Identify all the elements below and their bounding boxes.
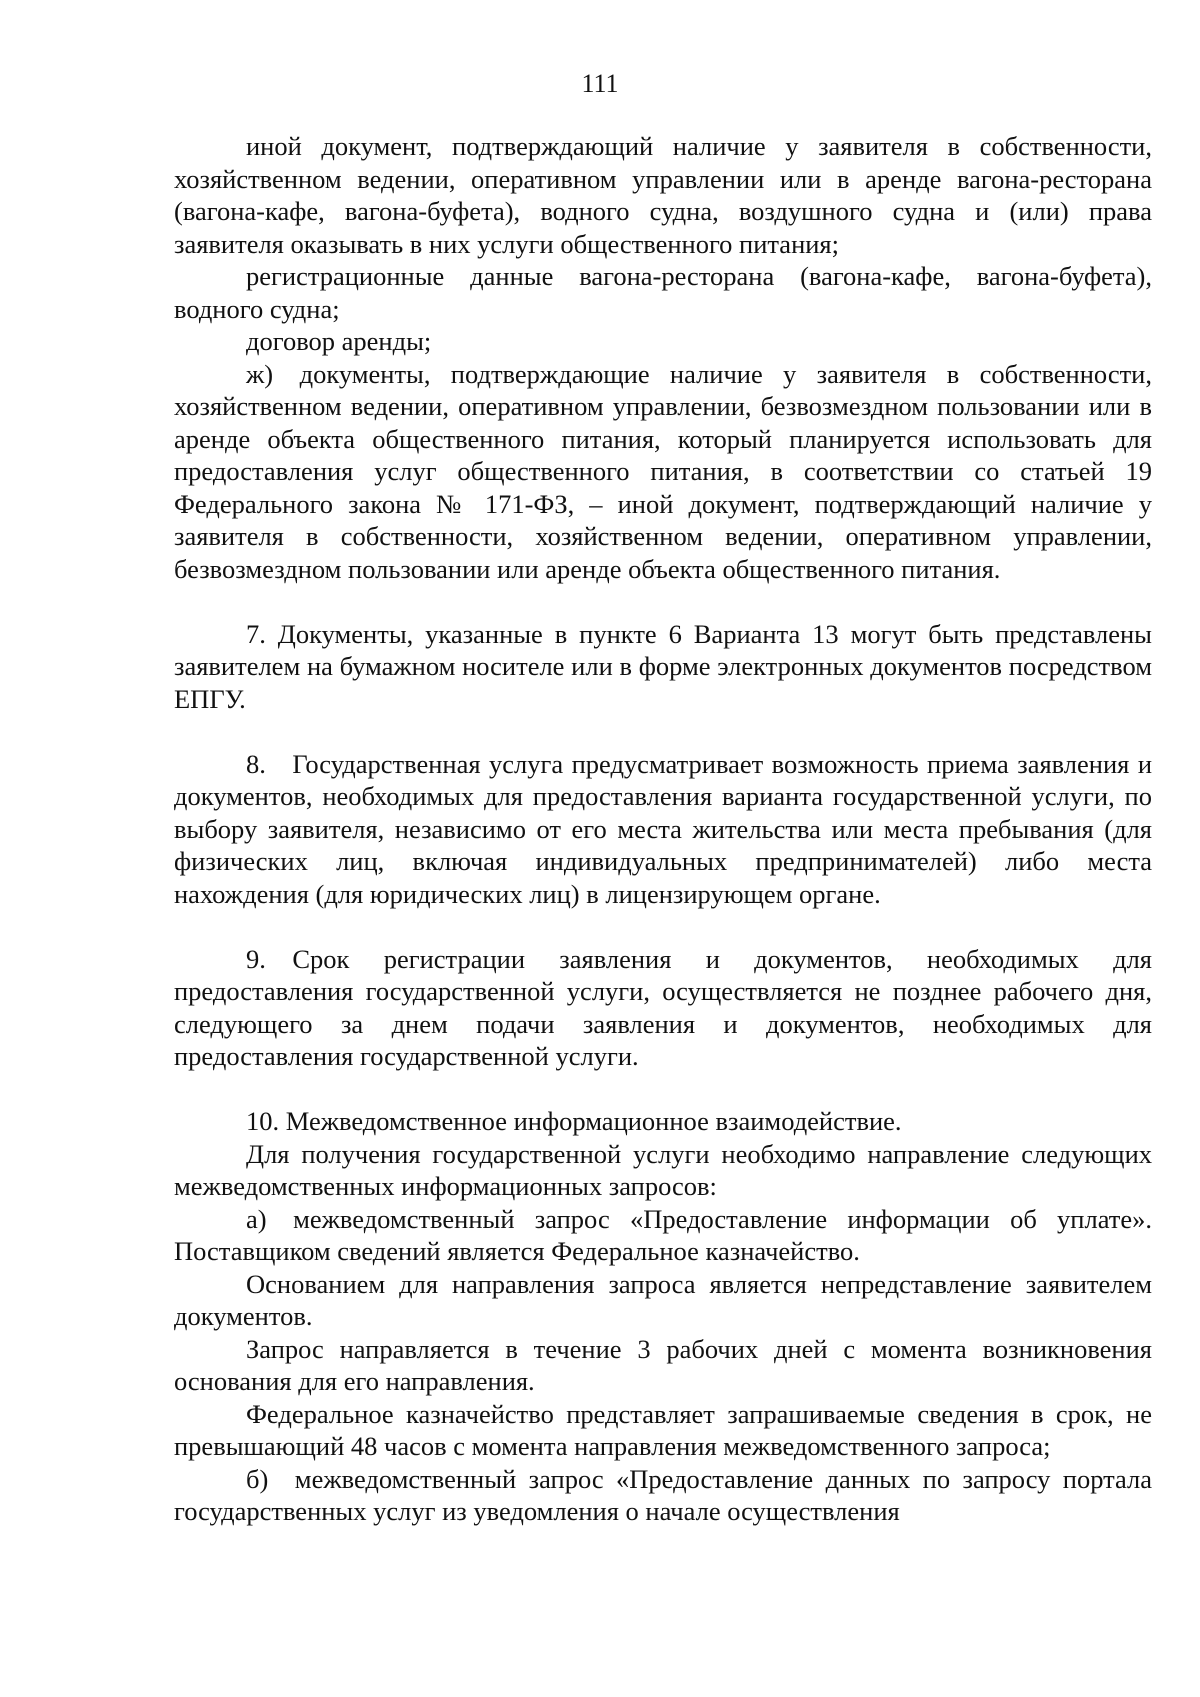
paragraph: иной документ, подтверждающий наличие у заявителя в собственности, хозяйственном ведении, оперативном управлении или в аренде вагона-ресторана (вагона-кафе, вагона-буфета), водного судна, воздушного судна и (или) права заявителя оказывать в них услуги общественного питания; xyxy=(174,131,1152,259)
paragraph: договор аренды; xyxy=(246,326,432,356)
paragraph: 9. Срок регистрации заявления и документов, необходимых для предоставления государственной услуги, осуществляется не позднее рабочего дня, следующего за днем подачи заявления и документов, необходимых для предоставления государственной услуги. xyxy=(174,943,1152,1071)
paragraph: Запрос направляется в течение 3 рабочих дней с момента возникновения основания для его направления. xyxy=(174,1333,1152,1396)
paragraph: ж) документы, подтверждающие наличие у заявителя в собственности, хозяйственном ведении, оперативном управлении, безвозмездном пользовании или в аренде объекта общественного питания, который планируется использовать для предоставления услуг общественного питания, в соответствии со статьей 19 Федерального закона № 171-ФЗ, – иной документ, подтверждающий наличие у заявителя в собственности, хозяйственном ведении, оперативном управлении, безвозмездном пользовании или аренде объекта общественного питания. xyxy=(174,358,1152,584)
paragraph: Основанием для направления запроса является непредставление заявителем документов. xyxy=(174,1268,1152,1331)
paragraph: 8. Государственная услуга предусматривает возможность приема заявления и документов, необходимых для предоставления варианта государственной услуги, по выбору заявителя, независимо от его места жительства или места пребывания (для физических лиц, включая индивидуальных предпринимателей) либо места нахождения (для юридических лиц) в лицензирующем органе. xyxy=(174,748,1152,909)
paragraph: б) межведомственный запрос «Предоставление данных по запросу портала государственных услуг из уведомления о начале осуществления xyxy=(174,1463,1152,1526)
page-number: 111 xyxy=(581,69,619,98)
paragraph: Для получения государственной услуги необходимо направление следующих межведомственных информационных запросов: xyxy=(174,1138,1152,1201)
paragraph: Федеральное казначейство представляет запрашиваемые сведения в срок, не превышающий 48 часов с момента направления межведомственного запроса; xyxy=(174,1398,1152,1461)
paragraph: регистрационные данные вагона-ресторана (вагона-кафе, вагона-буфета), водного судна; xyxy=(174,261,1152,324)
document-body xyxy=(174,130,1152,1528)
paragraph: 7. Документы, указанные в пункте 6 Варианта 13 могут быть представлены заявителем на бумажном носителе или в форме электронных документов посредством ЕПГУ. xyxy=(174,618,1152,714)
paragraph: 10. Межведомственное информационное взаимодействие. xyxy=(246,1106,902,1136)
paragraph: а) межведомственный запрос «Предоставление информации об уплате». Поставщиком сведений является Федеральное казначейство. xyxy=(174,1203,1152,1266)
